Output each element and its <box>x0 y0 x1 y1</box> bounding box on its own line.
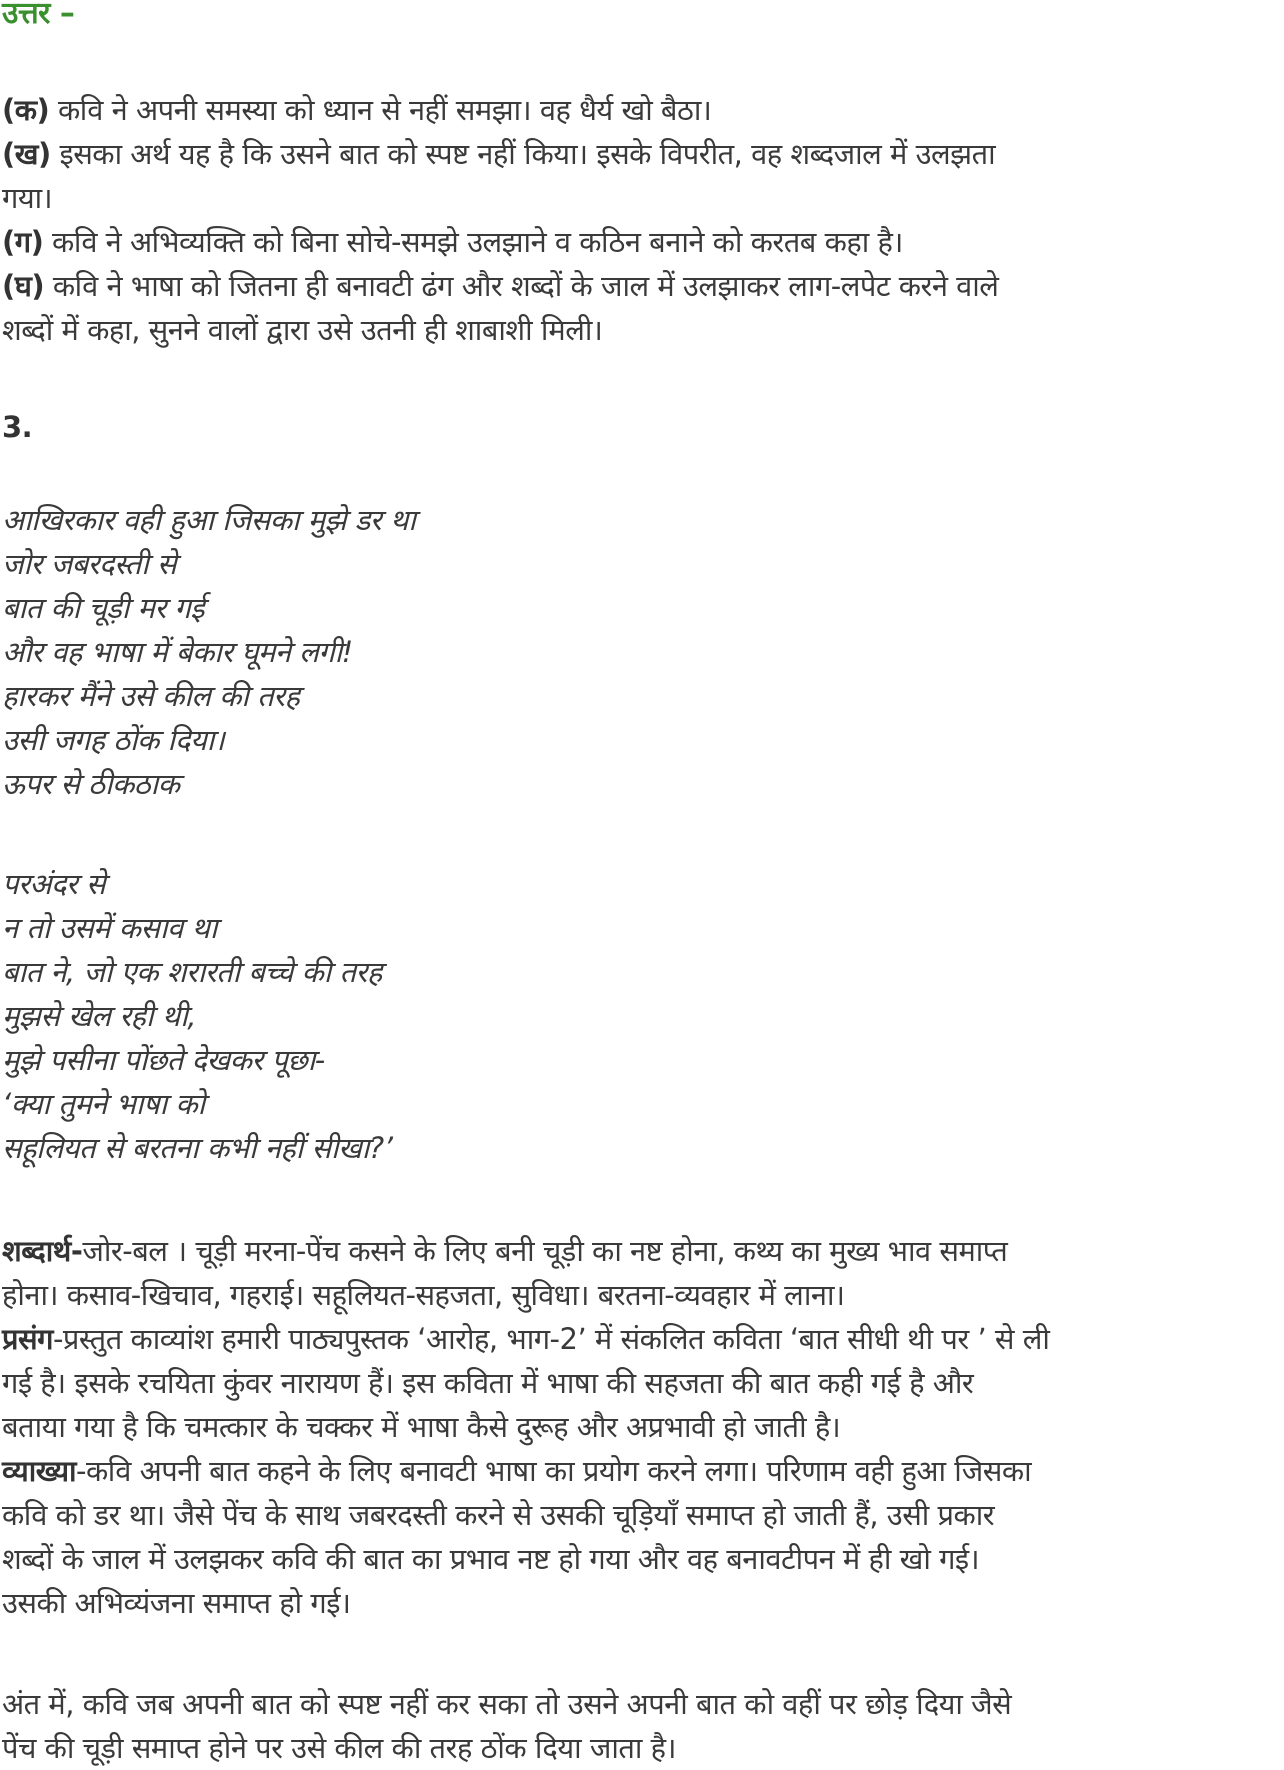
answer-text: कवि ने भाषा को जितना ही बनावटी ढंग और शब्दों के जाल में उलझाकर लाग-लपेट करने वाले <box>44 269 999 303</box>
answers-list <box>2 88 1284 352</box>
explanation-line <box>2 1273 1284 1317</box>
explanation-line <box>2 1537 1284 1581</box>
poem-line: जोर जबरदस्ती से <box>2 547 177 581</box>
explanation-text: होना। कसाव-खिचाव, गहराई। सहूलियत-सहजता, सुविधा। बरतना-व्यवहार में लाना। <box>2 1278 845 1312</box>
poem-line: बात ने, जो एक शरारती बच्चे की तरह <box>2 955 382 989</box>
explanation-line <box>2 1449 1284 1493</box>
answer-heading: उत्तर – <box>2 0 75 31</box>
explanation-text: बताया गया है कि चमत्कार के चक्कर में भाषा कैसे दुरूह और अप्रभावी हो जाती है। <box>2 1410 841 1444</box>
poem-line: और वह भाषा में बेकार घूमने लगी! <box>2 635 353 669</box>
explanation-line <box>2 1229 1284 1273</box>
question-number-block <box>2 405 1284 449</box>
explanation-text: जोर-बल । चूड़ी मरना-पेंच कसने के लिए बनी चूड़ी का नष्ट होना, कथ्य का मुख्य भाव समाप्त <box>82 1234 1008 1268</box>
answer-line <box>2 308 1284 352</box>
poem-line: ‘क्या तुमने भाषा को <box>2 1087 205 1121</box>
answer-text: इसका अर्थ यह है कि उसने बात को स्पष्ट नहीं किया। इसके विपरीत, वह शब्दजाल में उलझता <box>50 137 996 171</box>
answer-line <box>2 220 1284 264</box>
answer-line <box>2 176 1284 220</box>
explanation-line <box>2 1361 1284 1405</box>
explanation-text: शब्दों के जाल में उलझकर कवि की बात का प्रभाव नष्ट हो गया और वह बनावटीपन में ही खो गई। <box>2 1542 980 1576</box>
answer-text: कवि ने अपनी समस्या को ध्यान से नहीं समझा। वह धैर्य खो बैठा। <box>49 93 712 127</box>
answer-label: (क) <box>2 93 50 127</box>
explanation-text: गई है। इसके रचयिता कुंवर नारायण हैं। इस कविता में भाषा की सहजता की बात कही गई है और <box>2 1366 974 1400</box>
poem-line: मुझसे खेल रही थी, <box>2 999 196 1033</box>
question-number: 3. <box>2 410 33 444</box>
explanation-label: व्याख्या <box>2 1454 77 1488</box>
poem-line: सहूलियत से बरतना कभी नहीं सीखा?’ <box>2 1131 393 1165</box>
explanation-label: शब्दार्थ- <box>2 1234 83 1268</box>
explanation-text: कवि को डर था। जैसे पेंच के साथ जबरदस्ती करने से उसकी चूड़ियाँ समाप्त हो जाती हैं, उसी प्रकार <box>2 1498 995 1532</box>
conclusion-paragraph <box>2 1682 1284 1770</box>
conclusion-line: अंत में, कवि जब अपनी बात को स्पष्ट नहीं कर सका तो उसने अपनी बात को वहीं पर छोड़ दिया जैसे <box>2 1687 1012 1721</box>
explanation-line <box>2 1581 1284 1625</box>
answer-text: गया। <box>2 181 53 215</box>
answer-heading-block <box>2 0 1284 36</box>
answer-label: (ख) <box>2 137 51 171</box>
answer-line <box>2 88 1284 132</box>
explanation-line <box>2 1405 1284 1449</box>
answer-label: (घ) <box>2 269 45 303</box>
explanation-line <box>2 1317 1284 1361</box>
explanation-text: -कवि अपनी बात कहने के लिए बनावटी भाषा का प्रयोग करने लगा। परिणाम वही हुआ जिसका <box>76 1454 1032 1488</box>
poem-line: ऊपर से ठीकठाक <box>2 767 180 801</box>
poem-line: न तो उसमें कसाव था <box>2 911 217 945</box>
poem-line: मुझे पसीना पोंछते देखकर पूछा- <box>2 1043 325 1077</box>
poem-stanza-2 <box>2 862 1284 1170</box>
explanation-line <box>2 1493 1284 1537</box>
explanation-text: उसकी अभिव्यंजना समाप्त हो गई। <box>2 1586 351 1620</box>
answer-line <box>2 264 1284 308</box>
explanation-section <box>2 1229 1284 1625</box>
poem-line: आखिरकार वही हुआ जिसका मुझे डर था <box>2 503 416 537</box>
answer-text: कवि ने अभिव्यक्ति को बिना सोचे-समझे उलझाने व कठिन बनाने को करतब कहा है। <box>43 225 903 259</box>
answer-text: शब्दों में कहा, सुनने वालों द्वारा उसे उतनी ही शाबाशी मिली। <box>2 313 603 347</box>
answer-line <box>2 132 1284 176</box>
conclusion-line: पेंच की चूड़ी समाप्त होने पर उसे कील की तरह ठोंक दिया जाता है। <box>2 1731 677 1765</box>
answer-label: (ग) <box>2 225 44 259</box>
poem-line: हारकर मैंने उसे कील की तरह <box>2 679 300 713</box>
poem-line: उसी जगह ठोंक दिया। <box>2 723 225 757</box>
poem-line: परअंदर से <box>2 867 106 901</box>
explanation-label: प्रसंग <box>2 1322 53 1356</box>
poem-stanza-1 <box>2 498 1284 806</box>
explanation-text: -प्रस्तुत काव्यांश हमारी पाठ्यपुस्तक ‘आरोह, भाग-2’ में संकलित कविता ‘बात सीधी थी पर ’ से ली <box>52 1322 1050 1356</box>
poem-line: बात की चूड़ी मर गई <box>2 591 204 625</box>
